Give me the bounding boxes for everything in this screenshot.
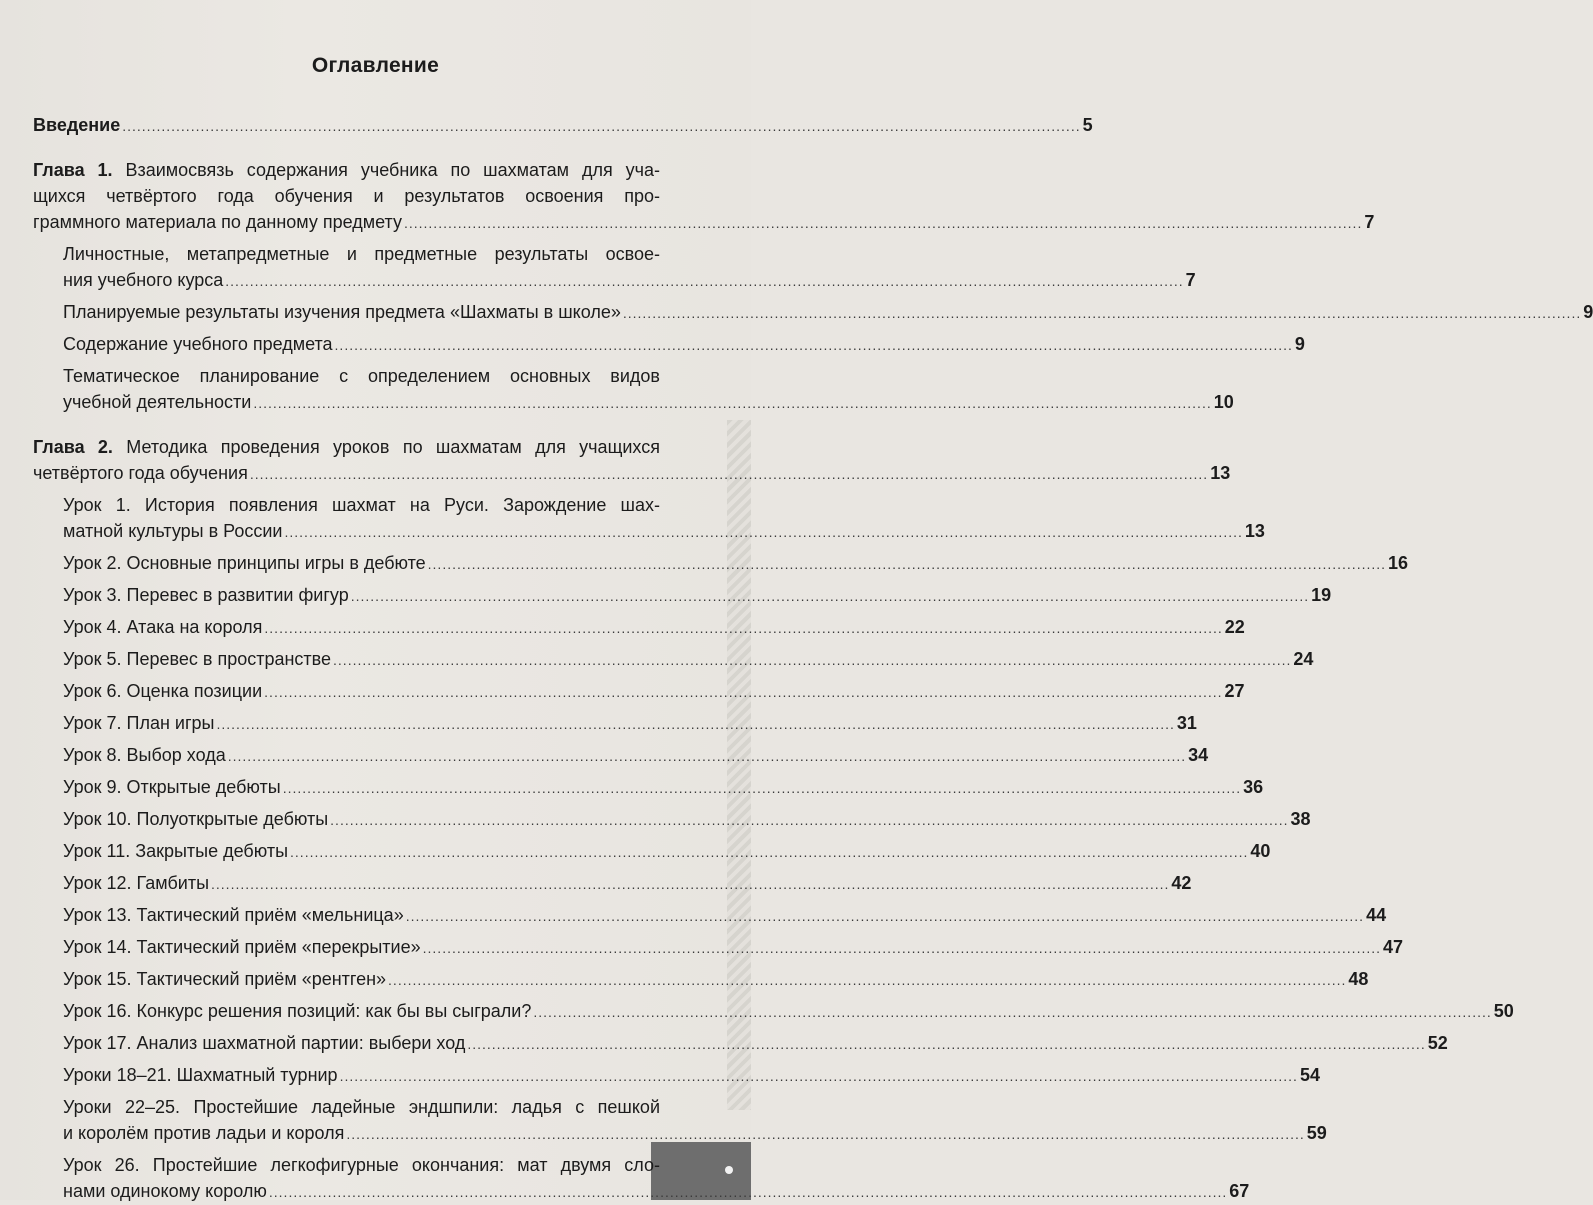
page-number: 34 xyxy=(1188,745,1209,765)
entry-text: ния учебного курса xyxy=(63,270,224,290)
leader-dots: .................................................................................................................................................................................................... xyxy=(268,1184,1228,1200)
tab-marker xyxy=(725,1166,733,1174)
chapter-label: Глава 1. xyxy=(33,160,113,180)
entry-text: Урок 17. Анализ шахматной партии: выбери ход xyxy=(63,1033,466,1053)
page-number: 7 xyxy=(1364,212,1375,232)
entry-text: Урок 11. Закрытые дебюты xyxy=(63,841,289,861)
leader-dots: .................................................................................................................................................................................................... xyxy=(533,1004,1492,1020)
page-number: 48 xyxy=(1348,969,1369,989)
leader-dots: .................................................................................................................................................................................................... xyxy=(467,1036,1426,1052)
leader-dots: .................................................................................................................................................................................................... xyxy=(282,780,1242,796)
table-of-contents xyxy=(33,112,1593,1205)
toc-entry[interactable] xyxy=(33,742,1209,769)
page-number: 5 xyxy=(1082,115,1093,135)
page-number: 38 xyxy=(1290,809,1311,829)
toc-entry[interactable] xyxy=(33,550,1409,577)
entry-text: Урок 9. Открытые дебюты xyxy=(63,777,281,797)
leader-dots: .................................................................................................................................................................................................... xyxy=(225,273,1184,289)
page-number: 31 xyxy=(1176,713,1197,733)
entry-line: Урок 26. Простейшие легкофигурные окончания: мат двумя сло- xyxy=(63,1155,660,1175)
entry-text: Урок 12. Гамбиты xyxy=(63,873,210,893)
entry-text: Урок 8. Выбор хода xyxy=(63,745,226,765)
toc-entry[interactable] xyxy=(33,998,1514,1025)
entry-text: Урок 2. Основные принципы игры в дебюте xyxy=(63,553,426,573)
page-number: 59 xyxy=(1306,1123,1327,1143)
entry-text: Урок 5. Перевес в пространстве xyxy=(63,649,332,669)
leader-dots: .................................................................................................................................................................................................... xyxy=(211,876,1170,892)
page-number: 42 xyxy=(1171,873,1192,893)
page-title: Оглавление xyxy=(311,54,440,77)
page-number: 40 xyxy=(1250,841,1271,861)
entry-line: Личностные, метапредметные и предметные результаты освое- xyxy=(63,244,660,264)
toc-entry[interactable] xyxy=(33,492,1265,545)
leader-dots: .................................................................................................................................................................................................... xyxy=(388,972,1347,988)
chapter-label: Глава 2. xyxy=(33,437,113,457)
toc-entry-chapter-2[interactable] xyxy=(33,434,1231,487)
leader-dots: .................................................................................................................................................................................................... xyxy=(346,1126,1305,1142)
page-number: 44 xyxy=(1366,905,1387,925)
toc-entry[interactable] xyxy=(33,1152,1250,1205)
leader-dots: .................................................................................................................................................................................................... xyxy=(405,908,1365,924)
leader-dots: .................................................................................................................................................................................................... xyxy=(264,620,1223,636)
toc-entry[interactable] xyxy=(33,1094,1327,1147)
page-number: 36 xyxy=(1243,777,1264,797)
page-number: 67 xyxy=(1229,1181,1250,1201)
toc-entry[interactable] xyxy=(33,710,1197,737)
toc-entry[interactable] xyxy=(33,299,1593,326)
entry-text: Урок 6. Оценка позиции xyxy=(63,681,263,701)
toc-entry[interactable] xyxy=(33,1062,1320,1089)
leader-dots: .................................................................................................................................................................................................... xyxy=(350,588,1310,604)
page-number: 54 xyxy=(1299,1065,1320,1085)
page-number: 9 xyxy=(1583,302,1593,322)
leader-dots: .................................................................................................................................................................................................... xyxy=(249,466,1209,482)
entry-line: Тематическое планирование с определением основных видов xyxy=(63,366,660,386)
entry-text: матной культуры в России xyxy=(63,521,283,541)
toc-entry[interactable] xyxy=(33,966,1369,993)
leader-dots: .................................................................................................................................................................................................... xyxy=(253,395,1212,411)
toc-entry[interactable] xyxy=(33,678,1245,705)
leader-dots: .................................................................................................................................................................................................... xyxy=(122,118,1081,134)
toc-entry[interactable] xyxy=(33,902,1387,929)
entry-label: Введение xyxy=(33,115,121,135)
entry-text: Урок 16. Конкурс решения позиций: как бы вы сыграли? xyxy=(63,1001,532,1021)
toc-entry[interactable] xyxy=(33,363,1234,416)
entry-text: Урок 13. Тактический приём «мельница» xyxy=(63,905,404,925)
page-number: 19 xyxy=(1311,585,1332,605)
leader-dots: .................................................................................................................................................................................................... xyxy=(622,305,1582,321)
leader-dots: .................................................................................................................................................................................................... xyxy=(339,1068,1298,1084)
entry-line: Урок 1. История появления шахмат на Руси. Зарождение шах- xyxy=(63,495,660,515)
toc-entry[interactable] xyxy=(33,331,1305,358)
entry-text: Содержание учебного предмета xyxy=(63,334,333,354)
page-number: 13 xyxy=(1210,463,1231,483)
leader-dots: .................................................................................................................................................................................................... xyxy=(403,215,1363,231)
leader-dots: .................................................................................................................................................................................................... xyxy=(330,812,1289,828)
toc-entry-chapter-1[interactable] xyxy=(33,157,1375,236)
leader-dots: .................................................................................................................................................................................................... xyxy=(290,844,1249,860)
entry-text: Урок 14. Тактический приём «перекрытие» xyxy=(63,937,421,957)
leader-dots: .................................................................................................................................................................................................... xyxy=(334,337,1293,353)
entry-line: Уроки 22–25. Простейшие ладейные эндшпили: ладья с пешкой xyxy=(63,1097,660,1117)
entry-text: Урок 10. Полуоткрытые дебюты xyxy=(63,809,329,829)
entry-text: граммного материала по данному предмету xyxy=(33,212,402,232)
entry-text: четвёртого года обучения xyxy=(33,463,248,483)
page-number: 10 xyxy=(1213,392,1234,412)
toc-entry[interactable] xyxy=(33,838,1271,865)
toc-entry[interactable] xyxy=(33,1030,1448,1057)
leader-dots: .................................................................................................................................................................................................... xyxy=(333,652,1292,668)
entry-line: щихся четвёртого года обучения и результатов освоения про- xyxy=(33,186,660,206)
toc-entry[interactable] xyxy=(33,241,1196,294)
entry-text: и королём против ладьи и короля xyxy=(63,1123,345,1143)
page-number: 16 xyxy=(1388,553,1409,573)
toc-entry[interactable] xyxy=(33,646,1314,673)
toc-entry[interactable] xyxy=(33,614,1245,641)
entry-text: Урок 3. Перевес в развитии фигур xyxy=(63,585,349,605)
leader-dots: .................................................................................................................................................................................................... xyxy=(227,748,1187,764)
entry-text: нами одинокому королю xyxy=(63,1181,267,1201)
page-number: 27 xyxy=(1224,681,1245,701)
page-number: 52 xyxy=(1427,1033,1448,1053)
entry-text: Уроки 18–21. Шахматный турнир xyxy=(63,1065,338,1085)
entry-text: Урок 7. План игры xyxy=(63,713,215,733)
leader-dots: .................................................................................................................................................................................................... xyxy=(216,716,1175,732)
page-number: 24 xyxy=(1293,649,1314,669)
toc-entry-introduction[interactable] xyxy=(33,112,1093,139)
toc-entry[interactable] xyxy=(33,774,1264,801)
entry-text: Планируемые результаты изучения предмета «Шахматы в школе» xyxy=(63,302,621,322)
entry-line: Глава 1. Взаимосвязь содержания учебника по шахматам для уча- xyxy=(33,160,660,180)
leader-dots: .................................................................................................................................................................................................... xyxy=(427,556,1387,572)
entry-line: Глава 2. Методика проведения уроков по шахматам для учащихся xyxy=(33,437,660,457)
toc-entry[interactable] xyxy=(33,934,1404,961)
entry-text: Урок 4. Атака на короля xyxy=(63,617,263,637)
page-number: 50 xyxy=(1493,1001,1514,1021)
toc-entry[interactable] xyxy=(33,870,1192,897)
page-number: 47 xyxy=(1383,937,1404,957)
toc-entry[interactable] xyxy=(33,582,1332,609)
entry-text: Урок 15. Тактический приём «рентген» xyxy=(63,969,387,989)
leader-dots: .................................................................................................................................................................................................... xyxy=(422,940,1382,956)
page-number: 7 xyxy=(1185,270,1196,290)
page-number: 9 xyxy=(1294,334,1305,354)
page-number: 13 xyxy=(1244,521,1265,541)
toc-entry[interactable] xyxy=(33,806,1311,833)
entry-text: учебной деятельности xyxy=(63,392,252,412)
leader-dots: .................................................................................................................................................................................................... xyxy=(284,524,1243,540)
leader-dots: .................................................................................................................................................................................................... xyxy=(264,684,1223,700)
page-number: 22 xyxy=(1224,617,1245,637)
